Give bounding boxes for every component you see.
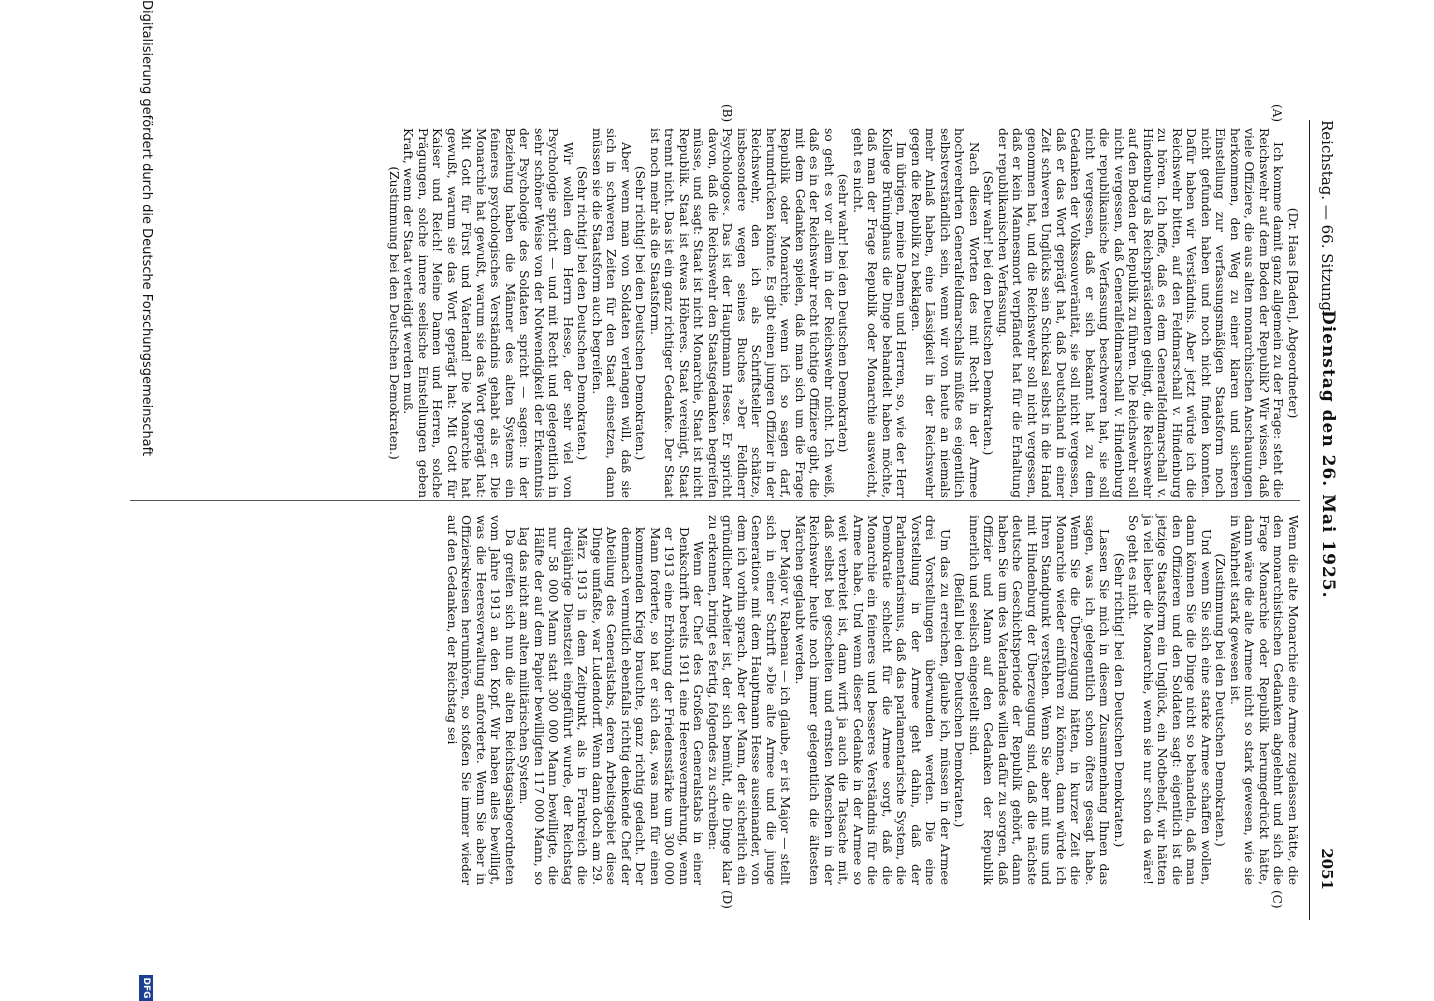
paragraph: Der Major v. Rabenau — ich glaube, er ist Major — stellt sich in einer Schrift »Die alte Armee und die junge Generation« mit dem Hauptmann Hesse auseinander, von dem ich vorhin sprach. Aber der Mann, der sicherlich ein gründlicher Arbeiter ist, der sich bemüht, die Dinge klar zu erkennen, bringt es fertig, folgendes zu schreiben: bbox=[706, 515, 793, 885]
right-column bbox=[445, 515, 1301, 885]
column-divider bbox=[130, 500, 1300, 501]
margin-letter-a: (A) bbox=[1270, 104, 1284, 123]
interjection: (Sehr richtig! bei den Deutschen Demokraten.) bbox=[633, 165, 648, 461]
margin-letter-b: (B) bbox=[720, 104, 734, 123]
quotation: Wenn der Chef des Großen Generalstabs in einer Denkschrift bereits 1911 eine Heeresvermehrung, wenn er 1913 eine Erhöhung der Friedensstärke um 300 000 Mann forderte, so hat er sich das, was man für einen kommenden Krieg brauchte, ganz richtig gedacht. Der demnach vermutlich ebenfalls richtig denkende Chef der Abteilung des Generalstabs, deren Arbeitsgebiet diese Dinge umfaßte, war Ludendorff. Wenn dann doch am 29. März 1913 in dem Zeitpunkt, als in Frankreich die dreijährige Dienstzeit eingeführt wurde, der Reichstag nur 58 000 Mann statt 300 000 Mann bewilligte, die Hälfte der auf dem Papier bewilligten 117 000 Mann, so lag das nicht am alten militärischen System. bbox=[517, 527, 706, 885]
interjection: (Zustimmung bei den Deutschen Demokraten.) bbox=[1213, 553, 1228, 847]
page-number: 2051 bbox=[1318, 848, 1336, 890]
interjection: (Zustimmung bei den Deutschen Demokraten.) bbox=[387, 166, 401, 460]
paragraph: Wenn die alte Monarchie eine Armee zugelassen hätte, die den monarchistischen Gedanken abgelehnt und sich die Frage Monarchie oder Republik herumgedrückt hätte, dann wäre die alte Armee nicht so stark gewesen, wie sie in Wahrheit stark gewesen ist. bbox=[1228, 515, 1300, 885]
paragraph: Ich komme damit ganz allgemein zu der Frage: steht die Reichswehr auf dem Boden der Republik? Wir wissen, daß viele Offiziere, die aus alten monarchischen Anschauungen herkommen, den Weg zu einer klaren und sicheren Einstellung zur verfassungsmäßigen Staatsform noch nicht gefunden haben und noch nicht finden konnten. Dafür haben wir Verständnis. Aber jetzt würde ich die Reichswehr bitten, auf den Feldmarschall v. Hindenburg zu hören. Ich hoffe, daß es dem Generalfeldmarschall v. Hindenburg als Reichspräsidenten gelingt, die Reichswehr auf den Boden der Republik zu führen. Die Reichswehr soll nicht vergessen, daß Generalfeldmarschall v. Hindenburg die republikanische Verfassung beschworen hat, sie soll nicht vergessen, daß er sich bekannt hat zu dem Gedanken der Volkssouveränität, sie soll nicht vergessen, daß er das Wort geprägt hat, daß Deutschland in einer Zeit schweren Unglücks sein Schicksal selbst in die Hand genommen hat, und die Reichswehr soll nicht vergessen, daß er kein Mannesmort verpfändet hat für die Erhaltung der republikanischen Verfassung. bbox=[996, 128, 1286, 498]
paragraph: Um das zu erreichen, glaube ich, müssen in der Armee drei Vorstellungen überwunden werden. Die eine Vorstellung in der Armee geht dahin, daß der Parlamentarismus, daß das parlamentarische System, die Demokratie schlecht für die Armee sorgt, daß die Monarchie ein feineres und besseres Verständnis für die Armee habe. Und wenn dieser Gedanke in der Armee so weit verbreitet ist, dann wirft ja auch die Tatsache mit, daß selbst bei gescheiten und ernsten Menschen in der Reichswehr heute noch immer gelegentlich die ältesten Märchen geglaubt werden. bbox=[793, 515, 952, 885]
header-left: Reichstag. — 66. Sitzung. bbox=[1318, 120, 1336, 316]
interjection: (sehr wahr! bei den Deutschen Demokraten) bbox=[836, 173, 851, 453]
paragraph: so geht es vor allem in der Reichswehr nicht. Ich weiß, daß es in der Reichswehr recht tüchtige Offiziere gibt, die mit dem Gedanken spielen, daß man sich um die Frage Republik oder Monarchie, wenn ich so sagen darf, herumdrücken könnte. Es gibt einen jungen Offizier in der Reichswehr, den ich als Schriftsteller schätze, insbesondere wegen seines Buches »Der Feldherr Psychologos«. Das ist der Hauptmann Hesse. Er spricht davon, daß die Reichswehr den Staatsgedanken begreifen müsse, und sagt: Staat ist nicht Monarchie, Staat ist nicht Republik. Staat ist etwas Höheres. Staat vereinigt, Staat trennt nicht. Das ist ein ganz richtiger Gedanke. Der Staat ist noch mehr als die Staatsform. bbox=[648, 128, 836, 498]
paragraph: Nach diesen Worten des mit Recht in der Armee hochverehrten Generalfeldmarschalls müßte es eigentlich selbstverständlich sein, wenn wir von heute an niemals mehr Anlaß haben, eine Lässigkeit in der Reichswehr gegen die Republik zu beklagen. bbox=[909, 128, 981, 498]
header-center: Dienstag den 26. Mai 1925. bbox=[1318, 310, 1338, 599]
margin-letter-d: (D) bbox=[720, 890, 734, 909]
speaker-line: (Dr. Haas [Baden], Abgeordneter) bbox=[1286, 207, 1300, 419]
left-column bbox=[387, 128, 1301, 498]
paragraph: Und wenn Sie sich eine starke Armee schaffen wollen, dann können Sie die Dinge nicht so behandeln, daß man den Offizieren und den Soldaten sagt: eigentlich ist die jetzige Staatsform ein Unglück, ein Notbehelf, wir hätten ja viel lieber die Monarchie, wenn sie nur schon da wäre! So geht es nicht. bbox=[1126, 515, 1213, 885]
interjection: (Beifall bei den Deutschen Demokraten.) bbox=[952, 572, 967, 828]
dfg-logo-icon: DFG bbox=[139, 975, 153, 1001]
page-header bbox=[1306, 120, 1342, 890]
interjection: (Sehr richtig! bei den Deutschen Demokraten.) bbox=[1112, 552, 1126, 848]
paragraph: Im übrigen, meine Damen und Herren, so, wie der Herr Kollege Brüninghaus die Dinge behandelt haben möchte, daß man der Frage Republik oder Monarchie ausweicht, geht es nicht. bbox=[851, 128, 909, 498]
paragraph: Lassen Sie mich in diesem Zusammenhang Ihnen das sagen, was ich gelegentlich schon öfters gesagt habe. Wenn Sie die Überzeugung hätten, in kurzer Zeit die Monarchie wieder einführen zu können, dann würde ich Ihren Standpunkt verstehen. Wenn Sie aber mit uns und mit Hindenburg der Überzeugung sind, daß die nächste deutsche Geschichtsperiode der Republik gehört, dann haben Sie um des Vaterlandes willen dafür zu sorgen, daß Offizier und Mann auf den Gedanken der Republik innerlich und seelisch eingestellt sind. bbox=[967, 515, 1112, 885]
header-rule bbox=[1309, 120, 1310, 920]
paragraph: Wir wollen dem Herrn Hesse, der sehr viel von Psychologie spricht — und mit Recht und gelegentlich in sehr schöner Weise von der Notwendigkeit der Erkenntnis der Psychologie des Soldaten spricht — sagen: in der Beziehung haben die Männer des alten Systems ein feineres psychologisches Verständnis gehabt als er. Die Monarchie hat gewußt, warum sie das Wort geprägt hat: Mit Gott für Fürst und Vaterland! Die Monarchie hat gewußt, warum sie das Wort geprägt hat: Mit Gott für Kaiser und Reich! Meine Damen und Herren, solche Prägungen, solche innere seelische Einstellungen geben Kraft, wenn der Staat verteidigt werden muß. bbox=[401, 128, 575, 498]
credit-text: Digitalisierung gefördert durch die Deutsche Forschungsgemeinschaft bbox=[139, 0, 154, 457]
interjection: (Sehr wahr! bei den Deutschen Demokraten.) bbox=[981, 170, 996, 456]
interjection: (Sehr richtig! bei den Deutschen Demokraten.) bbox=[575, 165, 590, 461]
paragraph: Da greifen sich nun die alten Reichstagsabgeordneten vom Jahre 1913 an den Kopf. Wir haben alles bewilligt, was die Heeresverwaltung anforderte. Wenn Sie aber in Offizierskreisen herumhören, so stoßen Sie immer wieder auf den Gedanken, der Reichstag sei bbox=[445, 515, 517, 885]
paragraph: Aber wenn man von Soldaten verlangen will, daß sie sich in schweren Zeiten für den Staat einsetzen, dann müssen sie die Staatsform auch begreifen. bbox=[590, 128, 633, 498]
margin-letter-c: (C) bbox=[1270, 890, 1284, 909]
